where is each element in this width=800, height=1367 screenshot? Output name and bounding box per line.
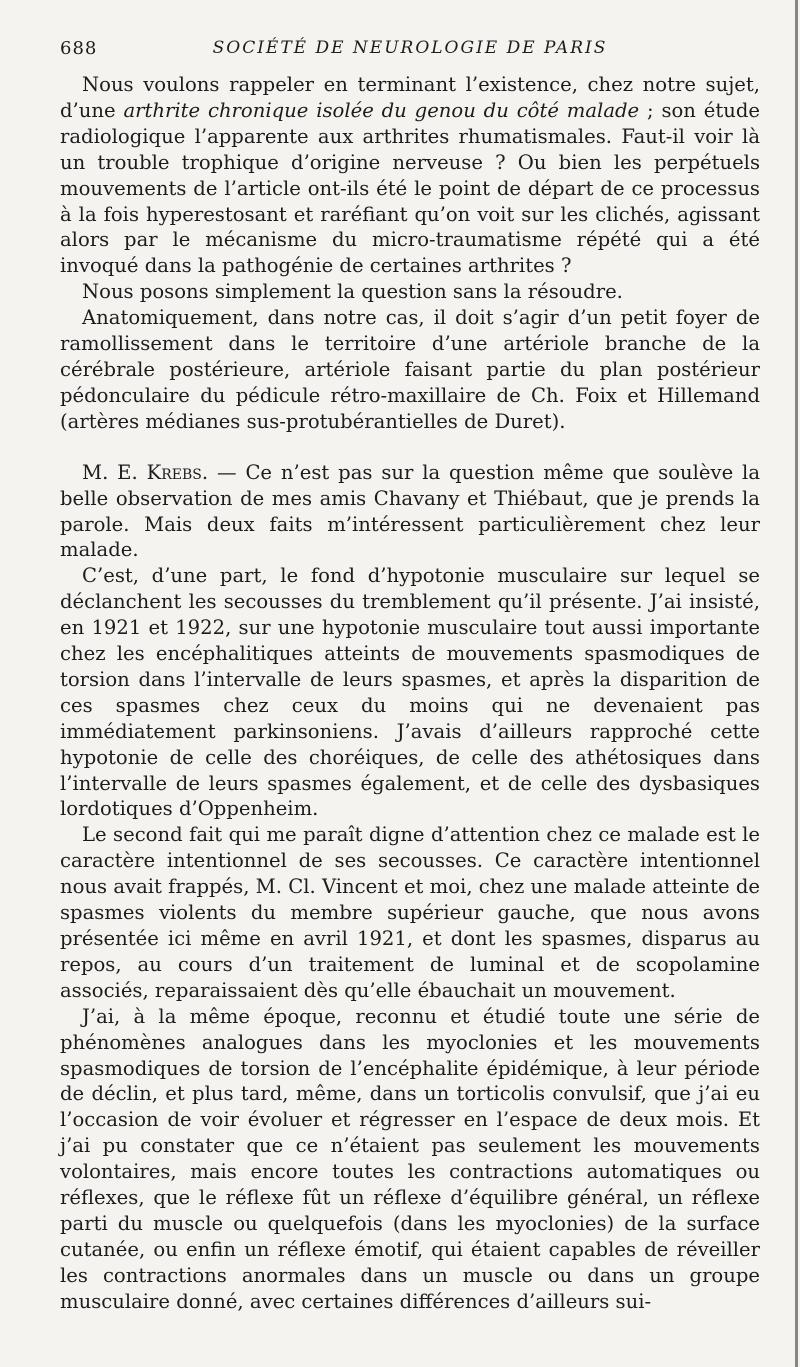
paragraph-6: Le second fait qui me paraît digne d’attention chez ce malade est le caractère intentionnel de ses secousses. Ce caractère intentionnel nous avait frappés, M. Cl. Vincent et moi, chez une malade atteinte de spasmes violents du membre supérieur gauche, que nous avons présentée ici même en avril 1921, et dont les spasmes, disparus au repos, au cours d’un traitement de luminal et de scopolamine associés, reparaissaient dès qu’elle ébauchait un mouvement. (60, 823, 760, 1002)
paragraph-1-italic: arthrite chronique isolée du genou du côté malade (123, 98, 640, 122)
paragraph-4 (60, 460, 760, 564)
paragraph-1 (60, 72, 760, 279)
paragraph-1-end: ; son étude radiologique l’apparente aux arthrites rhumatismales. Faut-il voir là un trouble trophique d’origine nerveuse ? Ou bien les perpétuels mouvements de l’article ont-ils été le point de départ de ce processus à la fois hyperestosant et raréfiant qu’on voit sur les clichés, agissant alors par le mécanisme du micro-traumatisme répété qui a été invoqué dans la pathogénie de certaines arthrites ? (60, 98, 760, 278)
page-header (60, 38, 760, 72)
paragraph-1-start: Nous voulons rappeler en terminant l’existence, chez notre sujet, d’une (60, 73, 760, 122)
paragraph-7: J’ai, à la même époque, reconnu et étudié toute une série de phénomènes analogues dans les myoclonies et les mouvements spasmodiques de torsion de l’encéphalite épidémique, à leur période de déclin, et plus tard, même, dans un torticolis convulsif, que j’ai eu l’occasion de voir évoluer et régresser en l’espace de deux mois. Et j’ai pu constater que ce n’étaient pas seulement les mouvements volontaires, mais encore toutes les contractions automatiques ou réflexes, que le réflexe fût un réflexe d’équilibre général, un réflexe parti du muscle ou quelquefois (dans les myoclonies) de la surface cutanée, ou enfin un réflexe émotif, qui étaient capables de réveiller les contractions anormales dans un muscle ou dans un groupe musculaire donné, avec certaines différences d’ailleurs sui- (60, 1004, 760, 1313)
book-page (60, 38, 760, 1315)
page-number: 688 (60, 38, 98, 59)
paragraph-4-text: . — Ce n’est pas sur la question même que soulève la belle observation de mes amis Chavany et Thiébaut, que je prends la parole. Mais deux faits m’intéressent particulièrement chez leur malade. (60, 460, 760, 562)
paragraph-3: Anatomiquement, dans notre cas, il doit s’agir d’un petit foyer de ramollissement dans le territoire d’une artériole branche de la cérébrale postérieure, artériole faisant partie du plan postérieur pédonculaire du pédicule rétro-maxillaire de Ch. Foix et Hillemand (artères médianes sus-protubérantielles de Duret). (60, 306, 760, 433)
body-text (60, 72, 760, 1315)
paragraph-2: Nous posons simplement la question sans la résoudre. (82, 280, 623, 304)
running-title: SOCIÉTÉ DE NEUROLOGIE DE PARIS (212, 38, 608, 58)
page-edge-shadow (795, 0, 798, 1367)
speaker-name: M. E. Krebs (82, 460, 202, 484)
paragraph-5: C’est, d’une part, le fond d’hypotonie musculaire sur lequel se déclanchent les secousses du tremblement qu’il présente. J’ai insisté, en 1921 et 1922, sur une hypotonie musculaire tout aussi importante chez les encéphalitiques atteints de mouvements spasmodiques de torsion dans l’intervalle de leurs spasmes, et après la disparition de ces spasmes chez ceux du moins qui ne devenaient pas immédiatement parkinsoniens. J’avais d’ailleurs rapproché cette hypotonie de celle des choréiques, de celle des athétosiques dans l’intervalle de leurs spasmes également, et de celle des dysbasiques lordotiques d’Oppenheim. (60, 564, 760, 821)
